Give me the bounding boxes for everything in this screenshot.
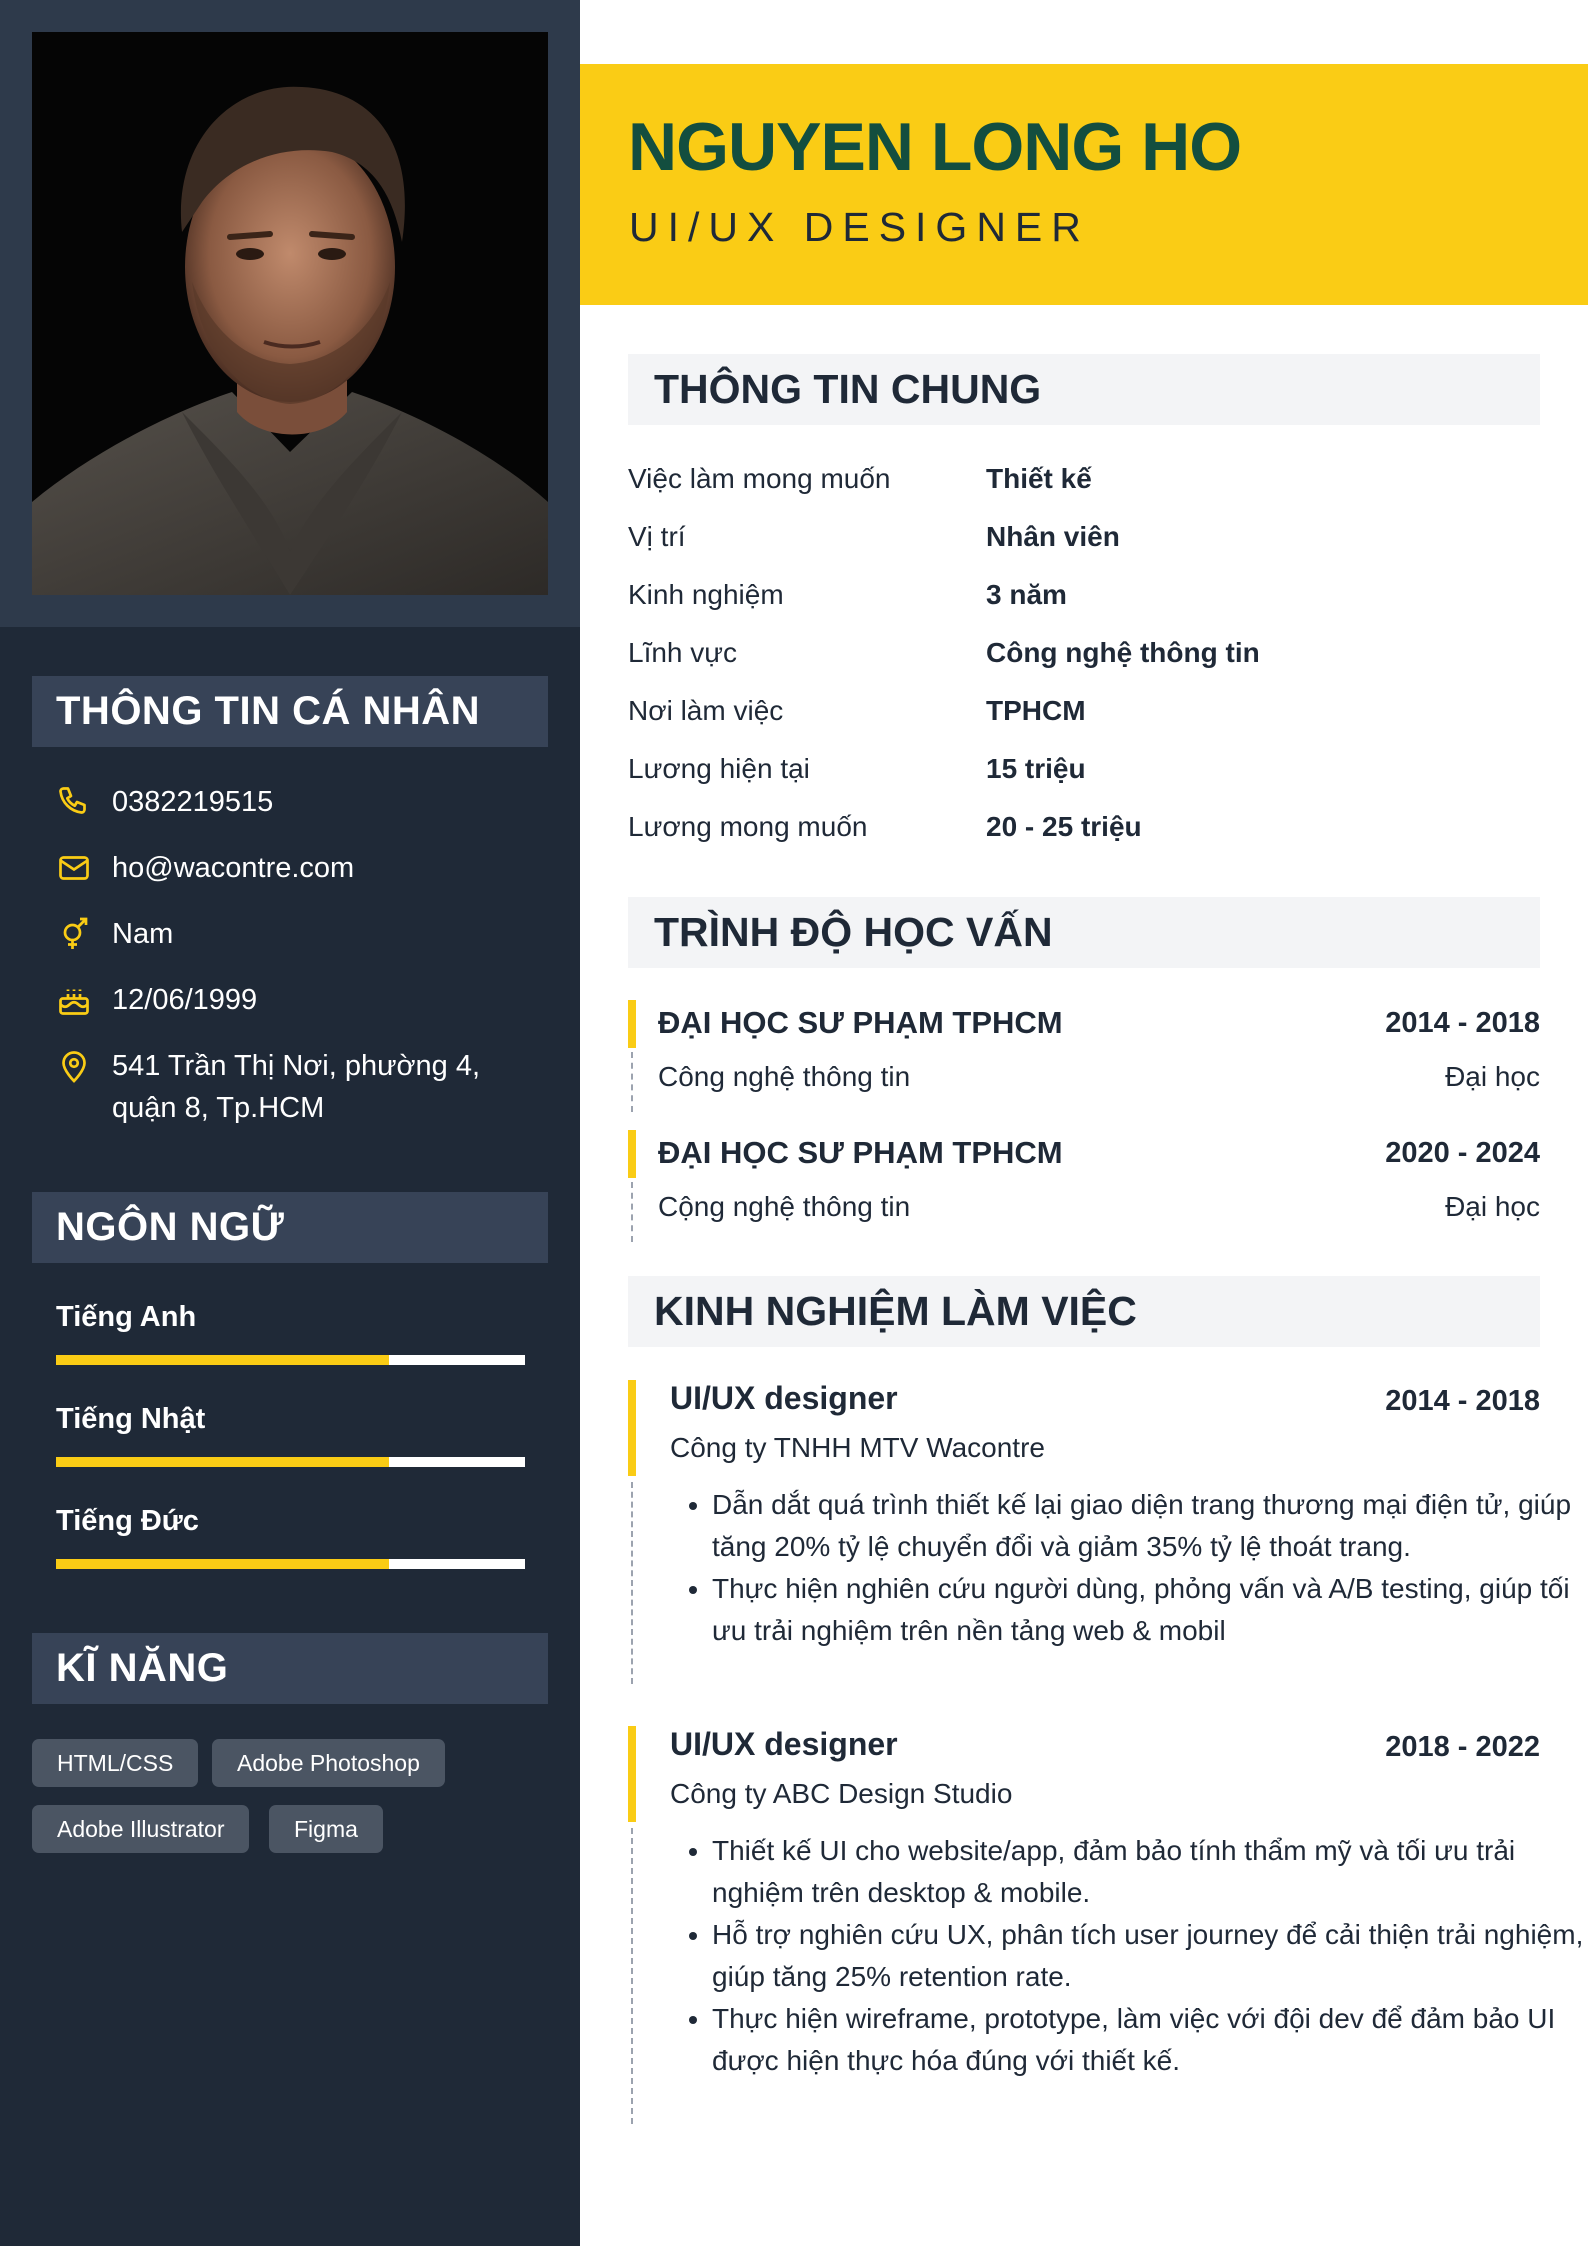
skill-chip: Figma — [269, 1805, 383, 1853]
info-value: 20 - 25 triệu — [986, 811, 1142, 842]
job-title: UI/UX designer — [670, 1726, 898, 1762]
info-label: Lương hiện tại — [628, 753, 810, 784]
job-years: 2014 - 2018 — [1385, 1385, 1540, 1417]
gender-value: Nam — [112, 918, 174, 950]
mail-icon — [56, 850, 92, 886]
address-row — [56, 1048, 480, 1129]
info-value: TPHCM — [986, 695, 1086, 726]
job-company: Công ty TNHH MTV Wacontre — [670, 1432, 1045, 1463]
gender-icon — [56, 916, 92, 952]
job-duty: • Thiết kế UI cho website/app, đảm bảo tính thẩm mỹ và tối ưu trải nghiệm trên desktop & mobile. — [712, 1830, 1588, 1914]
timeline-line — [631, 1052, 633, 1112]
candidate-role: UI/UX DESIGNER — [629, 204, 1090, 250]
language-level-fill — [56, 1355, 389, 1365]
education-degree: Đại học — [1445, 1191, 1540, 1222]
language-level-bar — [56, 1559, 525, 1569]
language-name: Tiếng Nhật — [56, 1403, 206, 1435]
job-duties — [670, 1830, 1588, 2082]
education-marker — [628, 1130, 636, 1178]
gender-row — [56, 916, 173, 955]
info-label: Kinh nghiệm — [628, 579, 784, 610]
languages-heading: NGÔN NGỮ — [32, 1192, 548, 1263]
job-duty: • Dẫn dắt quá trình thiết kế lại giao diện trang thương mại điện tử, giúp tăng 20% tỷ lệ chuyển đổi và giảm 35% tỷ lệ thoát trang. — [712, 1484, 1588, 1568]
info-label: Vị trí — [628, 521, 686, 552]
cake-icon — [56, 982, 92, 1018]
language-level-bar — [56, 1355, 525, 1365]
education-heading: TRÌNH ĐỘ HỌC VẤN — [628, 897, 1540, 968]
location-pin-icon — [56, 1048, 92, 1084]
job-company: Công ty ABC Design Studio — [670, 1778, 1013, 1809]
birthday-value: 12/06/1999 — [112, 984, 258, 1016]
education-school: ĐẠI HỌC SƯ PHẠM TPHCM — [658, 1005, 1063, 1040]
info-value: Thiết kế — [986, 463, 1092, 494]
job-duty: • Thực hiện wireframe, prototype, làm việc với đội dev để đảm bảo UI được hiện thực hóa đúng với thiết kế. — [712, 1998, 1588, 2082]
skills-heading: KĨ NĂNG — [32, 1633, 548, 1704]
info-value: 3 năm — [986, 579, 1067, 610]
experience-heading: KINH NGHIỆM LÀM VIỆC — [628, 1276, 1540, 1347]
skill-chip: HTML/CSS — [32, 1739, 198, 1787]
info-value: 15 triệu — [986, 753, 1086, 784]
info-value: Nhân viên — [986, 521, 1120, 552]
birthday-row — [56, 982, 257, 1021]
personal-info-heading: THÔNG TIN CÁ NHÂN — [32, 676, 548, 747]
phone-icon — [56, 784, 92, 820]
general-info-heading: THÔNG TIN CHUNG — [628, 354, 1540, 425]
skill-chip: Adobe Photoshop — [212, 1739, 445, 1787]
job-years: 2018 - 2022 — [1385, 1731, 1540, 1763]
language-level-bar — [56, 1457, 525, 1467]
phone-row — [56, 784, 273, 823]
email-row — [56, 850, 354, 889]
education-years: 2014 - 2018 — [1385, 1007, 1540, 1039]
phone-value: 0382219515 — [112, 786, 274, 818]
education-major: Cộng nghệ thông tin — [658, 1191, 911, 1222]
email-value: ho@wacontre.com — [112, 852, 355, 884]
skill-chip: Adobe Illustrator — [32, 1805, 249, 1853]
education-years: 2020 - 2024 — [1385, 1137, 1540, 1169]
experience-marker — [628, 1726, 636, 1822]
info-label: Việc làm mong muốn — [628, 463, 891, 494]
profile-photo — [32, 32, 548, 595]
language-name: Tiếng Đức — [56, 1505, 199, 1537]
info-label: Lương mong muốn — [628, 811, 868, 842]
timeline-line — [631, 1182, 633, 1242]
info-label: Nơi làm việc — [628, 695, 784, 726]
experience-marker — [628, 1380, 636, 1476]
info-label: Lĩnh vực — [628, 637, 738, 668]
address-value — [112, 1045, 480, 1129]
info-value: Công nghệ thông tin — [986, 637, 1260, 668]
language-level-fill — [56, 1457, 389, 1467]
education-marker — [628, 1000, 636, 1048]
job-duty: • Hỗ trợ nghiên cứu UX, phân tích user journey để cải thiện trải nghiệm, giúp tăng 25% retention rate. — [712, 1914, 1588, 1998]
sidebar — [0, 0, 580, 2246]
job-title: UI/UX designer — [670, 1380, 898, 1416]
job-duty: • Thực hiện nghiên cứu người dùng, phỏng vấn và A/B testing, giúp tối ưu trải nghiệm trên nền tảng web & mobil — [712, 1568, 1588, 1652]
job-duties — [670, 1484, 1588, 1652]
timeline-line — [631, 1482, 633, 1684]
address-line-1: 541 Trần Thị Nơi, phường 4, — [112, 1050, 481, 1082]
address-line-2: quận 8, Tp.HCM — [112, 1092, 325, 1124]
timeline-line — [631, 1828, 633, 2124]
education-major: Công nghệ thông tin — [658, 1061, 911, 1092]
education-degree: Đại học — [1445, 1061, 1540, 1092]
photo-frame — [0, 0, 580, 627]
language-level-fill — [56, 1559, 389, 1569]
candidate-name: NGUYEN LONG HO — [628, 109, 1242, 185]
language-name: Tiếng Anh — [56, 1301, 197, 1333]
education-school: ĐẠI HỌC SƯ PHẠM TPHCM — [658, 1135, 1063, 1170]
